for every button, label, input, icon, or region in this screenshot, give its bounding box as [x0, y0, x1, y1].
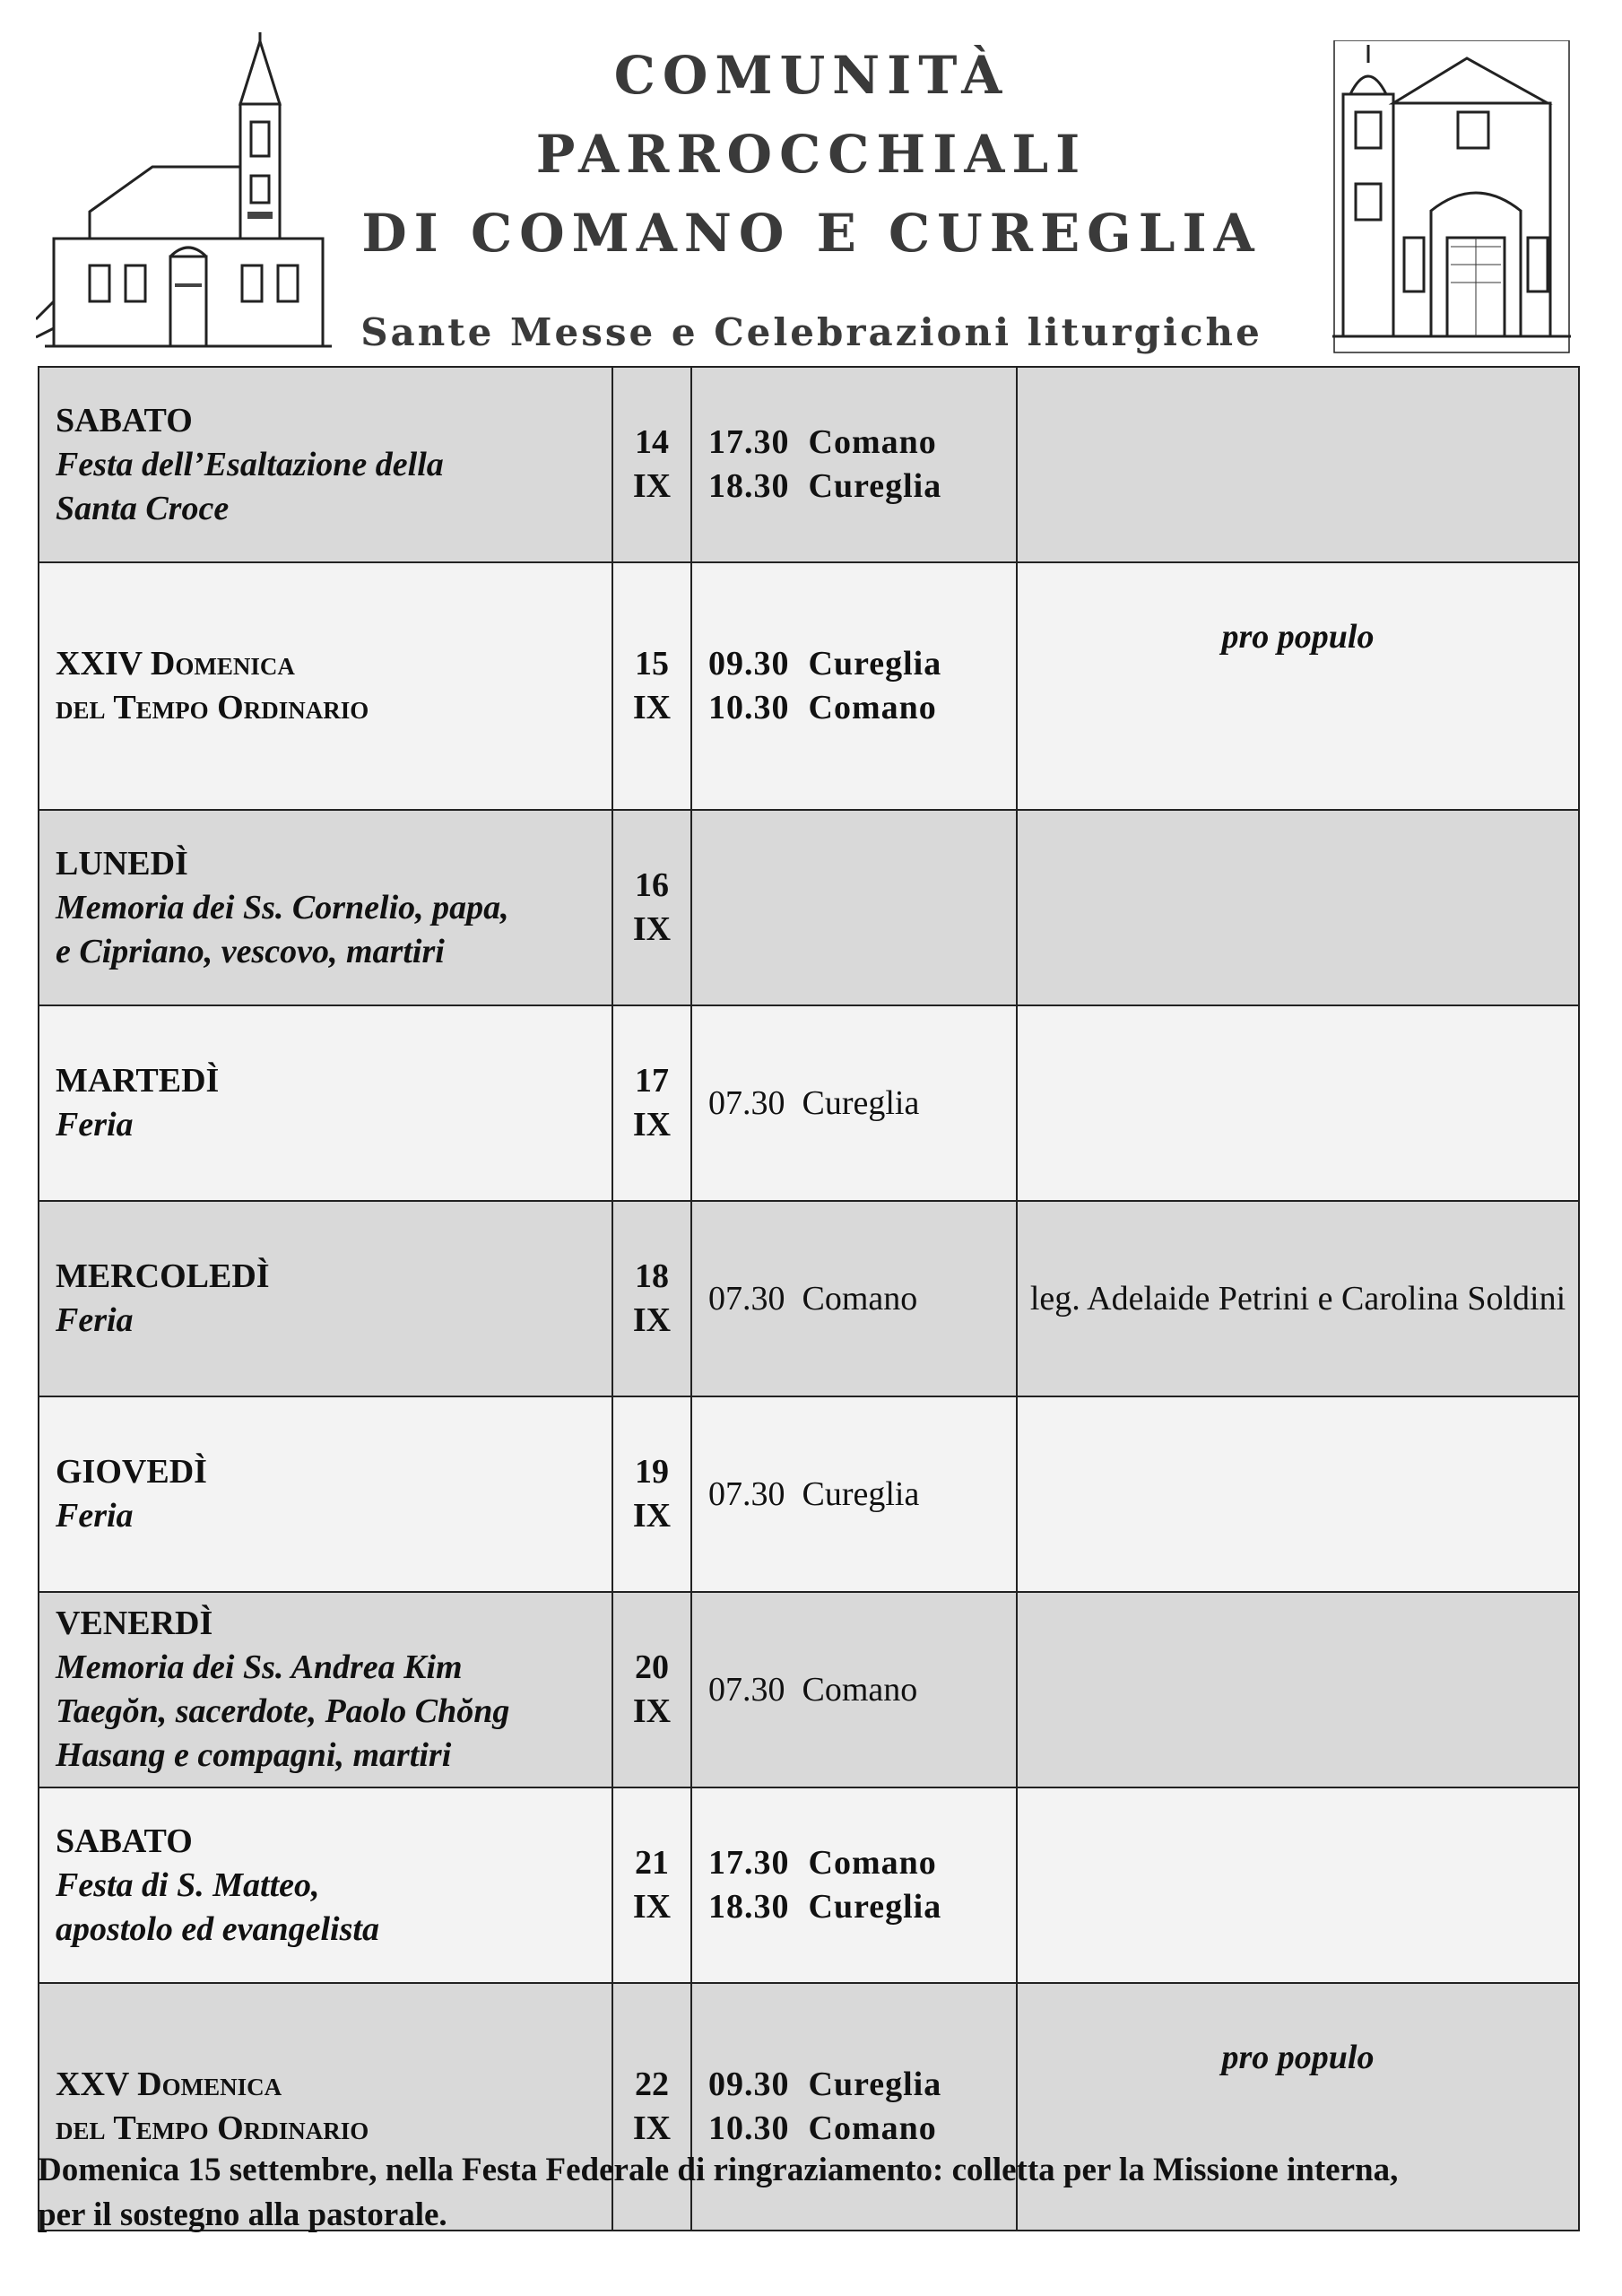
- church-comano-illustration: [36, 32, 341, 355]
- note-cell: [1017, 1396, 1579, 1592]
- day-cell: [39, 1592, 612, 1787]
- note-cell: [1017, 367, 1579, 562]
- footer-notice: [38, 2148, 1589, 2238]
- day-cell: [39, 367, 612, 562]
- mass-time: 07.30 Comano: [708, 1279, 918, 1318]
- parish-title-line1: COMUNITÀ PARROCCHIALI: [535, 45, 1088, 185]
- mass-time: 07.30 Comano: [708, 1670, 918, 1709]
- note-cell: [1017, 1201, 1579, 1396]
- mass-intention: pro populo: [1221, 618, 1375, 656]
- note-cell: [1017, 562, 1579, 810]
- mass-intention: leg. Adelaide Petrini e Carolina Soldini: [1029, 1279, 1566, 1318]
- day-name: LUNEDÌ: [56, 844, 188, 883]
- header-titles: [350, 36, 1273, 416]
- day-name: MARTEDÌ: [56, 1062, 220, 1100]
- day-cell: [39, 1396, 612, 1592]
- date-day: 22: [635, 2066, 669, 2103]
- day-cell: [39, 562, 612, 810]
- table-row: [39, 1005, 1579, 1201]
- date-day: 19: [635, 1453, 669, 1491]
- feast-line: Taegŏn, sacerdote, Paolo Chŏng: [56, 1692, 510, 1730]
- table-row: [39, 367, 1579, 562]
- date-cell: [612, 810, 691, 1005]
- day-name: VENERDÌ: [56, 1605, 213, 1642]
- footer-line: per il sostegno alla pastorale.: [38, 2196, 447, 2233]
- date-month: IX: [632, 1497, 672, 1535]
- feast-line: apostolo ed evangelista: [56, 1909, 379, 1948]
- sunday-title: del Tempo Ordinario: [56, 2109, 369, 2147]
- table-row: [39, 1201, 1579, 1396]
- times-cell: [691, 1396, 1017, 1592]
- note-cell: [1017, 1787, 1579, 1983]
- sunday-title: XXIV Domenica: [56, 645, 295, 683]
- date-cell: [612, 1592, 691, 1787]
- mass-intention: pro populo: [1221, 2039, 1375, 2076]
- feast-line: Feria: [56, 1497, 134, 1535]
- sunday-title: del Tempo Ordinario: [56, 689, 369, 726]
- times-cell: [691, 1787, 1017, 1983]
- mass-time: 07.30 Cureglia: [708, 1474, 920, 1513]
- times-cell: [691, 810, 1017, 1005]
- mass-time: 10.30 Comano: [708, 2109, 937, 2147]
- date-cell: [612, 1005, 691, 1201]
- date-month: IX: [632, 467, 672, 505]
- parish-title-line2: DI COMANO E CUREGLIA: [361, 203, 1262, 264]
- date-month: IX: [632, 1692, 672, 1730]
- times-cell: [691, 1592, 1017, 1787]
- table-row: [39, 562, 1579, 810]
- table-row: [39, 1396, 1579, 1592]
- feast-line: Memoria dei Ss. Andrea Kim: [56, 1648, 463, 1686]
- day-name: MERCOLEDÌ: [56, 1257, 270, 1295]
- date-cell: [612, 367, 691, 562]
- table-row: [39, 1592, 1579, 1787]
- date-day: 21: [635, 1844, 669, 1882]
- note-cell: [1017, 1592, 1579, 1787]
- church-cureglia-illustration: [1332, 40, 1571, 354]
- footer-line: Domenica 15 settembre, nella Festa Federale di ringraziamento: colletta per la Missione interna,: [38, 2152, 1399, 2188]
- date-day: 17: [635, 1062, 669, 1100]
- date-cell: [612, 1201, 691, 1396]
- table-row: [39, 810, 1579, 1005]
- times-cell: [691, 367, 1017, 562]
- mass-time: 10.30 Comano: [708, 689, 937, 726]
- feast-line: Santa Croce: [56, 489, 230, 527]
- date-day: 14: [635, 423, 669, 461]
- day-name: GIOVEDÌ: [56, 1453, 207, 1491]
- feast-line: Memoria dei Ss. Cornelio, papa,: [56, 888, 509, 926]
- mass-time: 18.30 Cureglia: [708, 467, 942, 505]
- note-cell: [1017, 810, 1579, 1005]
- note-cell: [1017, 1005, 1579, 1201]
- feast-line: Festa dell’Esaltazione della: [56, 445, 444, 483]
- mass-time: 17.30 Comano: [708, 423, 937, 461]
- day-name: SABATO: [56, 401, 193, 439]
- date-cell: [612, 562, 691, 810]
- mass-time: 18.30 Cureglia: [708, 1888, 942, 1926]
- date-day: 20: [635, 1648, 669, 1686]
- mass-schedule-table: [38, 366, 1580, 2231]
- date-day: 15: [635, 645, 669, 683]
- date-month: IX: [632, 1106, 672, 1144]
- day-cell: [39, 1201, 612, 1396]
- mass-time: 09.30 Cureglia: [708, 2066, 942, 2103]
- feast-line: Feria: [56, 1106, 134, 1144]
- feast-line: Festa di S. Matteo,: [56, 1866, 320, 1904]
- times-cell: [691, 1201, 1017, 1396]
- date-day: 16: [635, 866, 669, 904]
- date-day: 18: [635, 1257, 669, 1295]
- schedule-subtitle: Sante Messe e Celebrazioni liturgiche: [360, 310, 1262, 354]
- date-cell: [612, 1787, 691, 1983]
- feast-line: Feria: [56, 1301, 134, 1339]
- day-name: SABATO: [56, 1822, 193, 1860]
- sunday-title: XXV Domenica: [56, 2066, 282, 2103]
- day-cell: [39, 1787, 612, 1983]
- times-cell: [691, 562, 1017, 810]
- date-month: IX: [632, 1301, 672, 1339]
- day-cell: [39, 1005, 612, 1201]
- mass-time: 17.30 Comano: [708, 1844, 937, 1882]
- date-cell: [612, 1396, 691, 1592]
- mass-time: 07.30 Cureglia: [708, 1083, 920, 1122]
- feast-line: Hasang e compagni, martiri: [56, 1736, 452, 1774]
- mass-time: 09.30 Cureglia: [708, 645, 942, 683]
- page-header: [0, 0, 1622, 359]
- table-row: [39, 1787, 1579, 1983]
- date-month: IX: [632, 689, 672, 726]
- date-month: IX: [632, 910, 672, 948]
- day-cell: [39, 810, 612, 1005]
- date-month: IX: [632, 1888, 672, 1926]
- times-cell: [691, 1005, 1017, 1201]
- feast-line: e Cipriano, vescovo, martiri: [56, 932, 445, 970]
- date-month: IX: [632, 2109, 672, 2147]
